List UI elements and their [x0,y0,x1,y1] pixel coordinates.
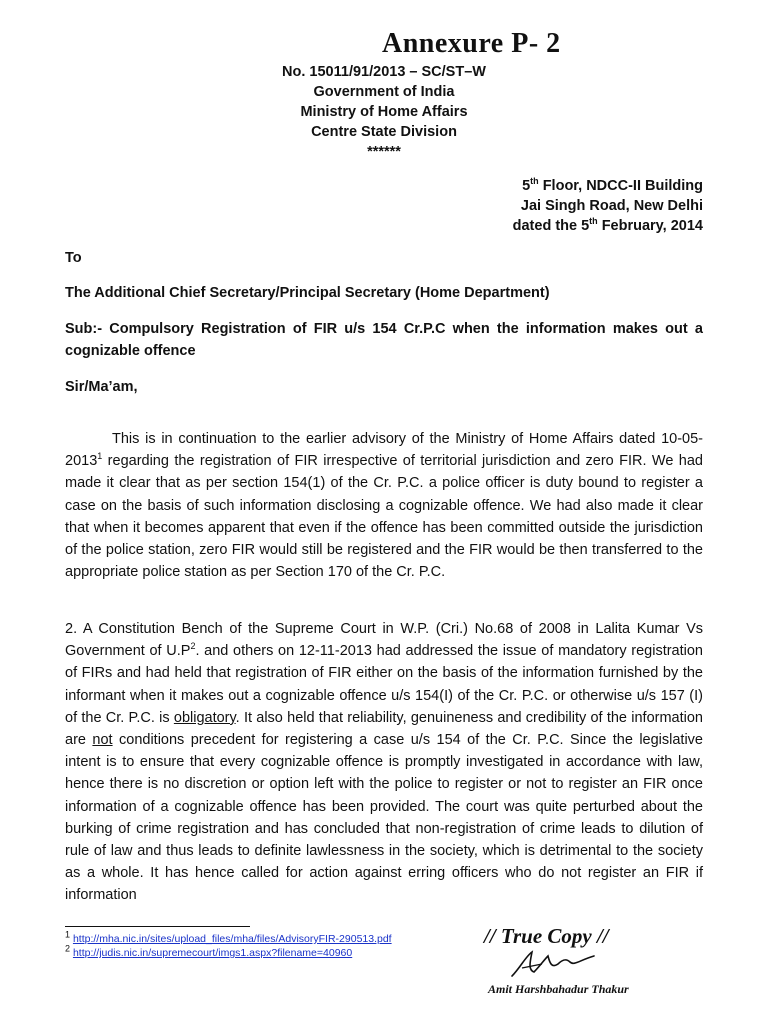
footnote-1: $^1$ http://mha.nic.in/sites/upload_files/mha/files/AdvisoryFIR-290513.pdf [65,929,392,945]
footnote-link-1[interactable]: http://mha.nic.in/sites/upload_files/mha/files/AdvisoryFIR-290513.pdf [72,933,392,945]
footnote-ref-2: 2 [190,641,196,652]
separator-stars: ****** [367,144,401,160]
footnote-divider [65,926,250,927]
government-name: Government of India [313,84,455,100]
footnotes [65,929,392,960]
underlined-obligatory: obligatory [173,709,236,726]
paragraph-1: This is in continuation to the earlier advisory of the Ministry of Home Affairs dated 10-05-2013$^1$ regarding the registration of FIR irrespective of territorial jurisdiction and zero FIR. We had made it clear that as per section 154(1) of the Cr. P.C. a police officer is duty bound to register a case on the basis of such information disclosing a cognizable offence. We had also made it clear that when it becomes apparent that even if the offence has been committed outside the jurisdiction of the police station, zero FIR would still be registered and the FIR would be then transferred to the appropriate police station as per Section 170 of the Cr. P.C. [65,431,703,581]
signature-mark [508,946,598,984]
address-floor: 5th Floor, NDCC-II Building [522,176,703,194]
true-copy-stamp: // True Copy // [484,924,609,948]
footnote-2: $^2$ http://judis.nic.in/supremecourt/imgs1.aspx?filename=40960 [65,943,353,959]
addressee: The Additional Chief Secretary/Principal Secretary (Home Department) [65,285,550,301]
underlined-not: not [92,732,113,749]
paragraph-2: 2. A Constitution Bench of the Supreme Court in W.P. (Cri.) No.68 of 2008 in Lalita Kumar Vs Government of $U.P^2$. and others on 12-11-2013 had addressed the issue of mandatory registration of FIRs and had held that registration of FIR either on the basis of the information furnished by the informant when it makes out a cognizable offence u/s 154(I) of the Cr. P.C. or otherwise u/s 157 (I) of the Cr. P.C. is obligatory. It also held that reliability, genuineness and credibility of the information are not conditions precedent for registering a case u/s 154 of the Cr. P.C. Since the legislative intent is to ensure that every cognizable offence is promptly investigated in accordance with law, hence there is no discretion or option left with the police to register or not to register an FIR once information of a cognizable offence has been provided. The court was quite perturbed about the burking of crime registration and has concluded that non-registration of crime leads to dilution of rule of law and thus leads to definite lawlessness in the society, which is detrimental to the society as a whole. It has hence called for action against erring officers who do not register an FIR if information [65,621,703,904]
address-road: Jai Singh Road, New Delhi [520,198,703,214]
letter-date: dated the 5th February, 2014 [512,216,703,234]
salutation: Sir/Ma’am, [65,379,138,395]
ministry-name: Ministry of Home Affairs [300,104,468,120]
subject-line: Sub:- Compulsory Registration of FIR u/s 154 Cr.P.C when the information makes out a cognizable offence [65,321,703,359]
footnote-link-2[interactable]: http://judis.nic.in/supremecourt/imgs1.aspx?filename=40960 [72,947,353,959]
annexure-label: Annexure P- 2 [382,28,561,59]
letterhead [200,62,568,162]
to-label: To [65,250,82,266]
signer-name: Amit Harshbahadur Thakur [488,982,629,996]
reference-number: No. 15011/91/2013 – SC/ST–W [282,64,486,80]
footnote-ref-1: 1 [97,451,103,462]
division-name: Centre State Division [311,124,457,140]
sender-address [513,176,703,236]
